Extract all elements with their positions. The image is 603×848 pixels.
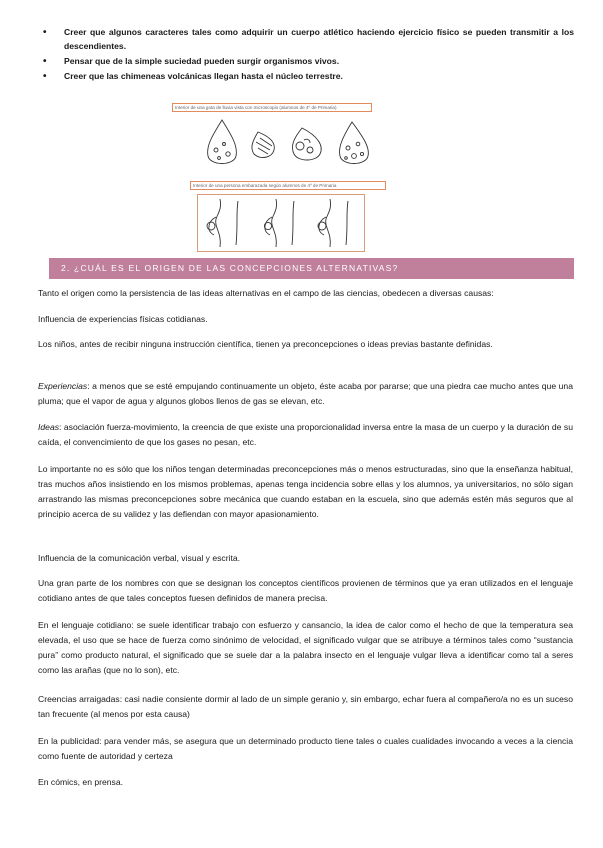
- section-heading: 2. ¿CUÁL ES EL ORIGEN DE LAS CONCEPCIONES ALTERNATIVAS?: [61, 263, 399, 273]
- bullet-item: • Creer que las chimeneas volcánicas llegan hasta el núcleo terrestre.: [38, 70, 574, 84]
- paragraph: En cómics, en prensa.: [38, 777, 124, 787]
- paragraph-label: Experiencias: [38, 381, 88, 391]
- section-heading-bar: [49, 258, 574, 279]
- pregnancy-drawings-image: [198, 195, 364, 251]
- paragraph: [38, 420, 573, 450]
- paragraph: [38, 379, 573, 409]
- bullet-item: • Creer que algunos caracteres tales como adquirir un cuerpo atlético haciendo ejercicio físico se pueden transmitir a los descendientes.: [38, 26, 574, 53]
- paragraph: Una gran parte de los nombres con que se designan los conceptos científicos provienen de términos que ya eran utilizados en el lenguaje cotidiano antes de que tales conceptos fuesen definidos de manera precisa.: [38, 578, 573, 603]
- bullet-list: [38, 26, 574, 85]
- figure-caption: Interior de una gota de lluvia vista con microscopio (alumnos de 4º de Primaria): [172, 103, 372, 112]
- paragraph: Los niños, antes de recibir ninguna instrucción científica, tienen ya preconcepciones o ideas previas bastante definidas.: [38, 339, 493, 349]
- paragraph-text: : a menos que se esté empujando continuamente un objeto, éste acaba por pararse; que una piedra cae mucho antes que una pluma; que el vapor de agua y algunos globos llenos de gas se elevan, etc.: [38, 381, 573, 406]
- paragraph-text: : asociación fuerza-movimiento, la creencia de que existe una proporcionalidad inversa entre la masa de un cuerpo y la duración de su caída, el convencimiento de que los gases no pesan, etc.: [38, 422, 573, 447]
- paragraph: Tanto el origen como la persistencia de las ideas alternativas en el campo de las ciencias, obedecen a diversas causas:: [38, 288, 494, 298]
- raindrop-drawings-figure: [202, 114, 382, 174]
- paragraph: En la publicidad: para vender más, se asegura que un determinado producto tiene tales o cuales cualidades invocando a veces a la ciencia como fuente de autoridad y certeza: [38, 736, 573, 761]
- paragraph: Creencias arraigadas: casi nadie consiente dormir al lado de un simple geranio y, sin embargo, echar fuera al compañero/a no es un suceso tan frecuente (al menos por esta causa): [38, 694, 573, 719]
- paragraph: Lo importante no es sólo que los niños tengan determinadas preconcepciones más o menos estructuradas, sino que la enseñanza habitual, tras muchos años insistiendo en los mismos problemas, apenas tenga incidencia sobre ellas y los alumnos, ya universitarios, no sólo sigan arrastrando las mismas preconcepciones sobre mecánica que cuando estaban en la escuela, sino que además estén más seguros que al principio acerca de su validez y las defiendan con mayor apasionamiento.: [38, 464, 573, 519]
- paragraph: En el lenguaje cotidiano: se suele identificar trabajo con esfuerzo y cansancio, la idea de calor como el hecho de que la temperatura sea elevada, el uso que se hace de fuerza como sinónimo de velocidad, el significado vulgar que se atribuye a términos tales como “sustancia pura” como producto natural, el significado que se suele dar a la palabra insecto en el lenguaje vulgar lleva a identificar como tal a seres como las arañas (que no lo son), etc.: [38, 620, 573, 675]
- paragraph-subheading: Influencia de la comunicación verbal, visual y escrita.: [38, 553, 241, 563]
- raindrop-drawings-image: [202, 114, 382, 174]
- paragraph-subheading: Influencia de experiencias físicas cotidianas.: [38, 314, 208, 324]
- figure-caption: Interior de una persona embarazada según alumnos de 4º de Primaria: [190, 181, 386, 190]
- pregnancy-drawings-figure: [197, 194, 365, 252]
- paragraph-label: Ideas: [38, 422, 60, 432]
- bullet-item: • Pensar que de la simple suciedad pueden surgir organismos vivos.: [38, 55, 574, 69]
